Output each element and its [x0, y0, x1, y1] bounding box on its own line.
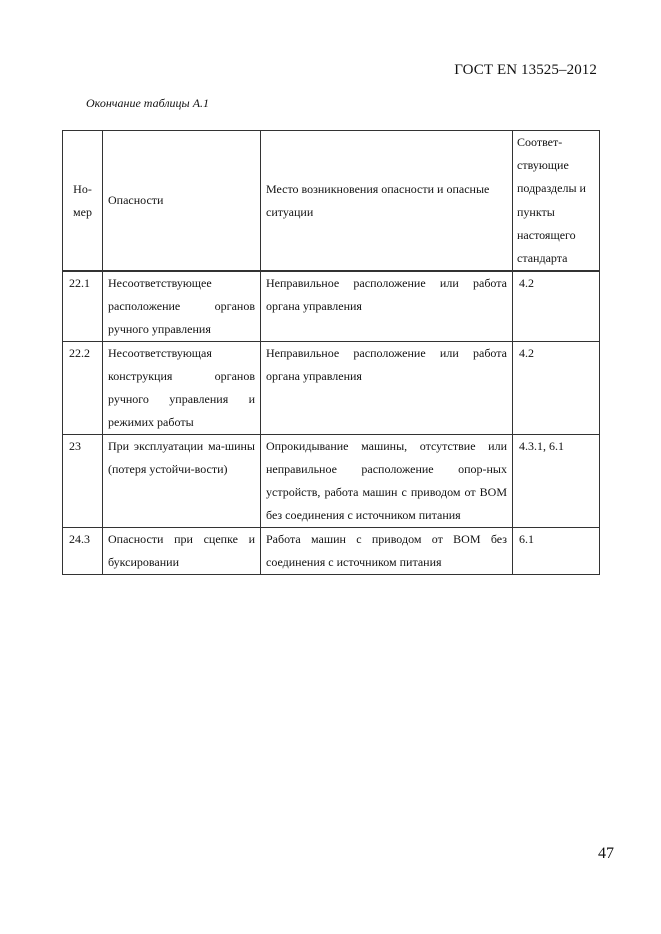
table-header-row	[63, 131, 600, 272]
row-location: Работа машин с приводом от ВОМ без соединения с источником питания	[261, 528, 513, 575]
hazards-table	[62, 130, 600, 575]
table-row	[63, 342, 600, 435]
table-row	[63, 435, 600, 528]
row-location: Неправильное расположение или работа органа управления	[261, 342, 513, 435]
standard-code: ГОСТ EN 13525–2012	[454, 62, 597, 78]
row-hazard: При эксплуатации ма-шины (потеря устойчи-вости)	[103, 435, 261, 528]
row-location: Опрокидывание машины, отсутствие или неправильное расположение опор-ных устройств, работа машин с приводом от ВОМ без соединения с источником питания	[261, 435, 513, 528]
table-caption: Окончание таблицы А.1	[86, 96, 210, 110]
table-row	[63, 271, 600, 342]
row-number: 24.3	[63, 528, 103, 575]
header-location: Место возникновения опасности и опасные ситуации	[261, 131, 513, 272]
row-location: Неправильное расположение или работа органа управления	[261, 271, 513, 342]
header-subsections: Соответ-ствующие подразделы и пункты настоящего стандарта	[513, 131, 600, 272]
row-hazard: Несоответствующее расположение органов ручного управления	[103, 271, 261, 342]
table-row	[63, 528, 600, 575]
page-number: 47	[598, 845, 614, 862]
row-clauses: 4.3.1, 6.1	[513, 435, 600, 528]
row-number: 23	[63, 435, 103, 528]
row-clauses: 6.1	[513, 528, 600, 575]
row-number: 22.1	[63, 271, 103, 342]
row-number: 22.2	[63, 342, 103, 435]
header-hazards: Опасности	[103, 131, 261, 272]
row-hazard: Опасности при сцепке и буксировании	[103, 528, 261, 575]
header-number: Но-мер	[63, 131, 103, 272]
row-clauses: 4.2	[513, 271, 600, 342]
row-hazard: Несоответствующая конструкция органов ручного управления и режимих работы	[103, 342, 261, 435]
row-clauses: 4.2	[513, 342, 600, 435]
